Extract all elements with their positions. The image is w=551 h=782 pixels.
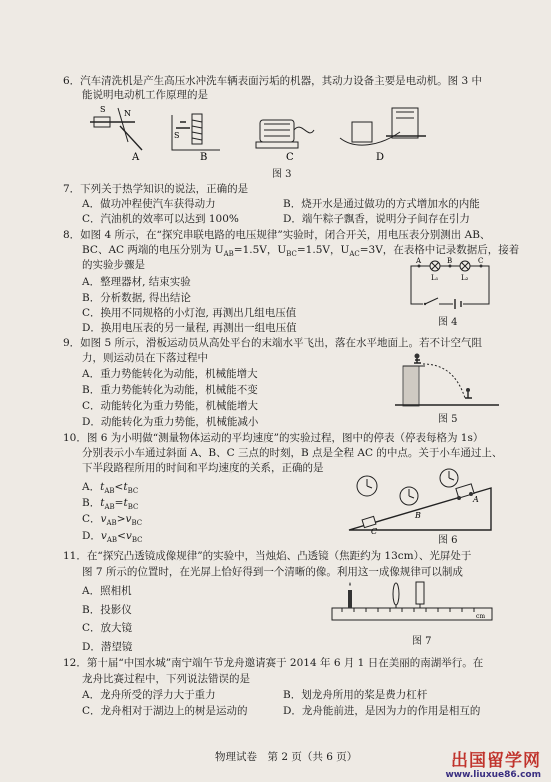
q10-line1: 10．图 6 为小明做“测量物体运动的平均速度”的实验过程，图中的停表（停表每格为 1s）: [63, 432, 484, 444]
lens-icon: [393, 583, 399, 608]
page-footer: 物理试卷 第 2 页（共 6 页）: [215, 751, 358, 763]
fig3-c-coil-device: [256, 120, 314, 148]
q11-option-a: A．照相机: [82, 585, 132, 597]
q7-option-b: B．烧开水是通过做功的方式增加水的内能: [283, 198, 480, 210]
q10-option-c: C．$v_{AB}>v_{BC}$: [82, 513, 143, 528]
q12-option-d: D．龙舟能前进，是因为力的作用是相互的: [283, 705, 481, 717]
figure-5-skateboarder: [395, 350, 499, 406]
screen-icon: [416, 582, 424, 608]
svg-text:N: N: [124, 109, 131, 118]
lamp-2-icon: [460, 261, 470, 271]
q12-line1: 12．第十届“中国水城”南宁端午节龙舟邀请赛于 2014 年 6 月 1 日在美丽的南湖举行。在: [63, 657, 484, 669]
q7-option-a: A．做功冲程使汽车获得动力: [82, 198, 216, 210]
q8-line2: BC、AC 两端的电压分别为 $U_{AB}=1.5V$，$U_{BC}=1.5V$，$U_{AC}=3V$，在表格中记录数据后，接着: [82, 244, 520, 259]
q7-option-d: D．端午粽子飘香，说明分子间存在引力: [283, 213, 470, 225]
q9-line2: 力，则运动员在下落过程中: [82, 352, 208, 364]
q9-option-a: A．重力势能转化为动能，机械能增大: [82, 368, 258, 380]
q8-option-c: C．换用不同规格的小灯泡, 再测出几组电压值: [82, 307, 297, 319]
q11-line1: 11．在“探究凸透镜成像规律”的实验中，当烛焰、凸透镜（焦距约为 13cm）、光屏处于: [63, 550, 472, 562]
fig3-d-rails: [340, 108, 426, 145]
watermark-logo: 出国留学网 www.liuxue86.com: [445, 751, 541, 780]
q6-line1: 6．汽车清洗机是产生高压水冲洗车辆表面污垢的机器，其动力设备主要是电动机。图 3 中: [63, 75, 483, 87]
candle-icon: [348, 582, 352, 608]
svg-text:S: S: [100, 105, 106, 114]
q10-option-d: D．$v_{AB}<v_{BC}$: [82, 530, 143, 545]
fig7-caption: 图 7: [412, 636, 432, 647]
q8-line3: 的实验步骤是: [82, 259, 145, 271]
svg-text:A: A: [473, 495, 479, 504]
q8-option-b: B．分析数据, 得出结论: [82, 292, 191, 304]
q9-option-b: B．重力势能转化为动能，机械能不变: [82, 384, 258, 396]
q9-option-d: D．动能转化为重力势能，机械能减小: [82, 416, 259, 428]
lamp-1-icon: [430, 261, 440, 271]
q9-option-c: C．动能转化为重力势能，机械能增大: [82, 400, 259, 412]
fig3-b-electromagnet: [172, 114, 220, 150]
cart-icon: [456, 484, 474, 500]
svg-text:C: C: [371, 527, 378, 536]
fig4-caption: 图 4: [438, 317, 458, 328]
fig5-caption: 图 5: [438, 414, 458, 425]
svg-text:L₂: L₂: [461, 274, 469, 282]
q12-option-b: B．划龙舟所用的桨是费力杠杆: [283, 689, 428, 701]
q8-option-d: D．换用电压表的另一量程, 再测出一组电压值: [82, 322, 297, 334]
q11-option-d: D．潜望镜: [82, 641, 133, 653]
fig6-caption: 图 6: [438, 535, 458, 546]
q8-option-a: A．整理器材, 结束实验: [82, 276, 191, 288]
figure-4-circuit: [405, 258, 495, 310]
svg-text:A: A: [416, 257, 422, 265]
stopwatch-a-icon: [440, 469, 458, 487]
svg-text:S: S: [174, 131, 180, 140]
svg-text:L₁: L₁: [431, 274, 439, 282]
figure-7-optical-bench: [330, 578, 494, 626]
svg-text:C: C: [478, 257, 484, 265]
fig3-a-rotating-coil: [90, 105, 142, 150]
svg-text:B: B: [447, 257, 453, 265]
fig3-label-c: C: [286, 152, 294, 163]
svg-text:cm: cm: [476, 613, 486, 620]
landing-skateboarder-icon: [465, 388, 472, 398]
fig3-caption: 图 3: [272, 169, 292, 180]
q7-option-c: C．汽油机的效率可以达到 100%: [82, 213, 239, 225]
q11-option-b: B．投影仪: [82, 604, 132, 616]
q12-option-a: A．龙舟所受的浮力大于重力: [82, 689, 216, 701]
q11-line2: 图 7 所示的位置时，在光屏上恰好得到一个清晰的像。利用这一成像规律可以制成: [82, 566, 463, 578]
q8-line1: 8．如图 4 所示，在“探究串联电路的电压规律”实验时，闭合开关，用电压表分别测出 AB、: [63, 229, 491, 241]
figure-3: [80, 100, 460, 163]
q6-line2: 能说明电动机工作原理的是: [82, 89, 208, 101]
q10-option-a: A．$t_{AB}<t_{BC}$: [82, 481, 139, 496]
q10-line3: 下半段路程所用的时间和平均速度的关系，正确的是: [82, 462, 324, 474]
fig3-label-b: B: [200, 152, 208, 163]
stopwatch-b-icon: [400, 487, 418, 505]
figure-6-incline: [345, 474, 495, 534]
skateboarder-icon: [414, 354, 421, 364]
q12-option-c: C．龙舟相对于湖边上的树是运动的: [82, 705, 248, 717]
fig3-label-a: A: [132, 152, 140, 163]
q10-line2: 分别表示小车通过斜面 A、B、C 三点的时刻，B 点是全程 AC 的中点。关于小车通过上、: [82, 447, 503, 459]
q10-option-b: B．$t_{AB}=t_{BC}$: [82, 497, 139, 512]
q11-option-c: C．放大镜: [82, 622, 133, 634]
q12-line2: 龙舟比赛过程中，下列说法错误的是: [82, 673, 250, 685]
battery-icon: [453, 299, 463, 309]
svg-text:B: B: [415, 511, 421, 520]
stopwatch-c-icon: [357, 476, 377, 496]
q9-line1: 9．如图 5 所示，滑板运动员从高处平台的末端水平飞出，落在水平地面上。若不计空气阻: [63, 337, 483, 349]
q7-stem: 7．下列关于热学知识的说法，正确的是: [63, 183, 249, 195]
switch-icon: [423, 298, 439, 307]
fig3-label-d: D: [376, 152, 385, 163]
